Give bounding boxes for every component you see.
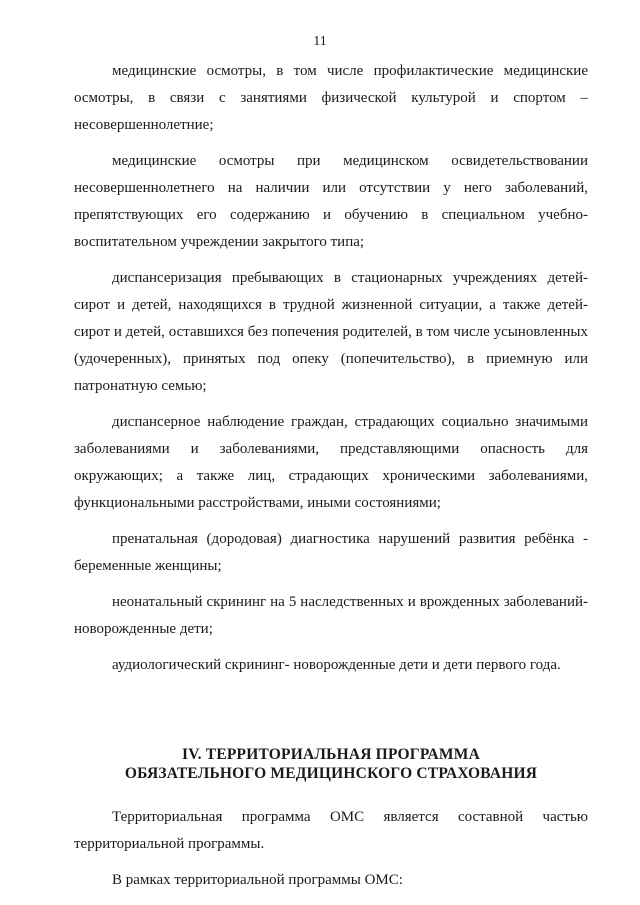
paragraph-medical-exams-sport: медицинские осмотры, в том числе профилактические медицинские осмотры, в связи с занятиями физической культурой и спортом – несовершеннолетние; (74, 63, 588, 133)
section-heading (74, 745, 588, 783)
paragraph-medical-certification: медицинские осмотры при медицинском освидетельствовании несовершеннолетнего на наличии или отсутствии у него заболеваний, препятствующих его содержанию и обучению в специальном учебно-воспитательном учреждении закрытого типа; (74, 153, 588, 250)
document-body (74, 58, 588, 903)
paragraph-audiological-screening: аудиологический скрининг- новорожденные дети и дети первого года. (112, 657, 561, 673)
section-heading-line2: ОБЯЗАТЕЛЬНОГО МЕДИЦИНСКОГО СТРАХОВАНИЯ (124, 765, 538, 782)
paragraph-neonatal-screening: неонатальный скрининг на 5 наследственных и врожденных заболеваний- новорожденные дети; (74, 594, 588, 637)
page-number: 11 (313, 34, 327, 49)
paragraph-dispensary-observation: диспансерное наблюдение граждан, страдающих социально значимыми заболеваниями и заболеваниями, представляющими опасность для окружающих; а также лиц, страдающих хроническими заболеваниями, функциональными расстройствами, иными состояниями; (74, 414, 588, 511)
paragraph-orphan-dispensary: диспансеризация пребывающих в стационарных учреждениях детей-сирот и детей, находящихся в трудной жизненной ситуации, а также детей-сирот и детей, оставшихся без попечения родителей, в том числе усыновленных (удочеренных), принятых под опеку (попечительство), в приемную или патронатную семью; (74, 270, 588, 394)
paragraph-prenatal-diagnostics: пренатальная (дородовая) диагностика нарушений развития ребёнка - беременные женщины; (74, 531, 588, 574)
section-heading-line1: IV. ТЕРРИТОРИАЛЬНАЯ ПРОГРАММА (182, 746, 480, 763)
paragraph-program-part: Территориальная программа ОМС является составной частью территориальной программы. (74, 809, 588, 852)
paragraph-program-scope: В рамках территориальной программы ОМС: (112, 872, 403, 888)
